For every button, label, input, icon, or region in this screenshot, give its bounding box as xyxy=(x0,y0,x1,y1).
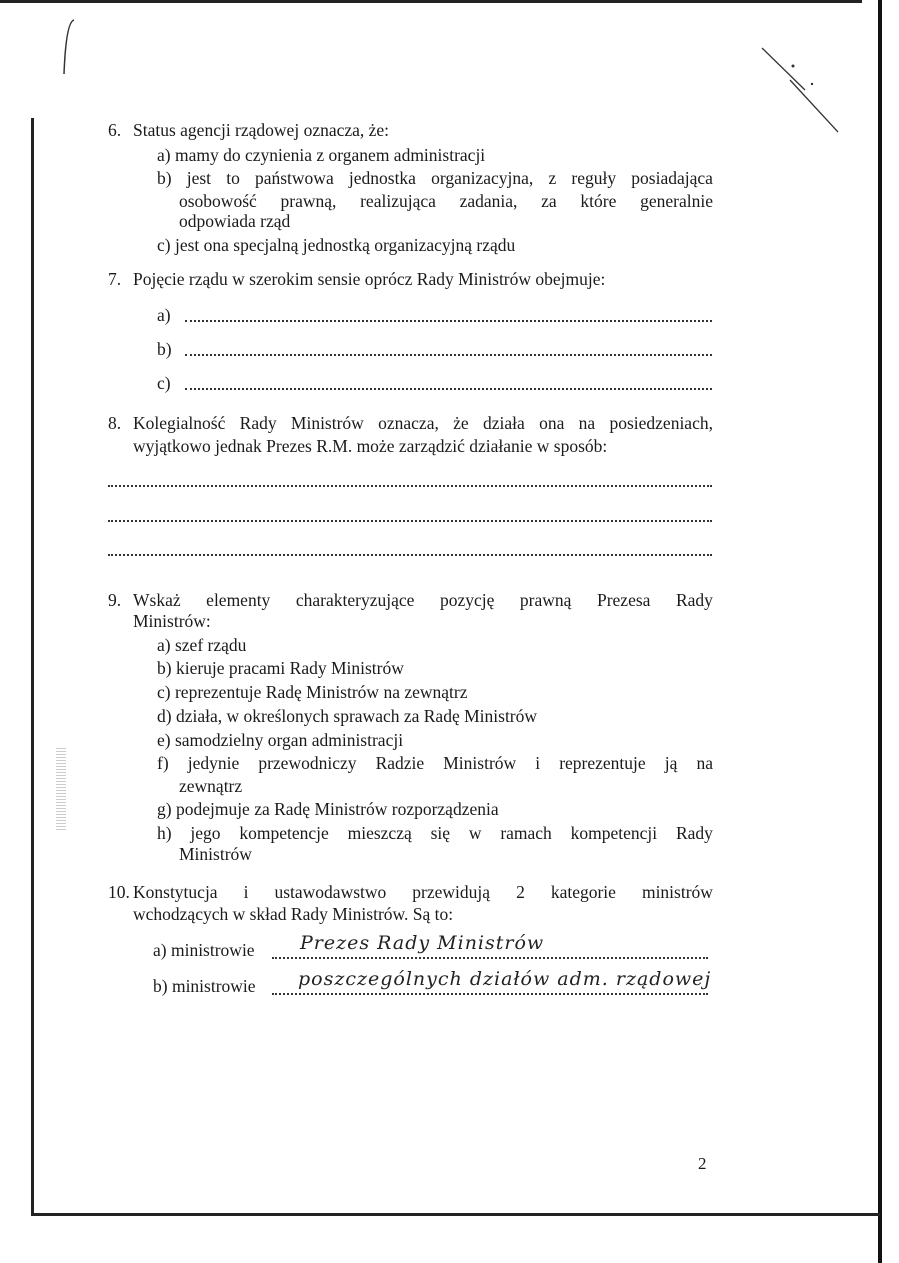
option-b: b) kieruje pracami Rady Ministrów xyxy=(157,658,404,678)
answer-c-blank xyxy=(185,388,712,390)
answer-a-blank xyxy=(272,957,708,959)
option-f-line2: zewnątrz xyxy=(179,776,243,796)
question-text: Status agencji rządowej oznacza, że: xyxy=(133,120,390,140)
option-b-line1: b) jest to państwowa jednostka organizacyjna, z reguły posiadająca xyxy=(157,168,713,188)
answer-a-blank xyxy=(185,320,712,322)
option-a: a) szef rządu xyxy=(157,635,247,655)
answer-a-label: a) ministrowie xyxy=(153,940,255,960)
option-c: c) jest ona specjalną jednostką organizacyjną rządu xyxy=(157,235,516,255)
answer-b-label: b) ministrowie xyxy=(153,976,256,996)
page-number: 2 xyxy=(698,1154,707,1173)
answer-blank xyxy=(108,485,712,487)
answer-blank xyxy=(108,520,712,522)
option-a: a) mamy do czynienia z organem administracji xyxy=(157,145,486,165)
option-h-line2: Ministrów xyxy=(179,844,252,864)
answer-a-label: a) xyxy=(157,305,171,325)
question-number: 6. xyxy=(108,120,122,140)
answer-c-label: c) xyxy=(157,373,171,393)
scan-edge-right xyxy=(878,0,882,1263)
question-text-line2: Ministrów: xyxy=(133,611,211,631)
option-b-line3: odpowiada rząd xyxy=(179,211,291,231)
scan-edge-left xyxy=(31,118,34,1213)
option-d: d) działa, w określonych sprawach za Radę Ministrów xyxy=(157,706,538,726)
question-text-line1: Konstytucja i ustawodawstwo przewidują 2 kategorie ministrów xyxy=(133,882,713,902)
answer-b-label: b) xyxy=(157,339,172,359)
scan-edge-bottom xyxy=(31,1213,880,1216)
option-e: e) samodzielny organ administracji xyxy=(157,730,404,750)
handwritten-answer-b: poszczególnych działów adm. rządowej xyxy=(298,968,712,990)
scan-mark-top-right xyxy=(760,40,840,135)
option-h-line1: h) jego kompetencje mieszczą się w ramach kompetencji Rady xyxy=(157,823,713,843)
handwritten-answer-a: Prezes Rady Ministrów xyxy=(300,932,545,954)
option-c: c) reprezentuje Radę Ministrów na zewnątrz xyxy=(157,682,468,702)
question-number: 9. xyxy=(108,590,122,610)
question-text-line2: wyjątkowo jednak Prezes R.M. może zarządzić działanie w sposób: xyxy=(133,436,608,456)
question-number: 8. xyxy=(108,413,122,433)
answer-b-blank xyxy=(185,354,712,356)
question-number: 10. xyxy=(108,882,130,902)
option-f-line1: f) jedynie przewodniczy Radzie Ministrów i reprezentuje ją na xyxy=(157,753,713,773)
question-text-line2: wchodzących w skład Rady Ministrów. Są to: xyxy=(133,904,454,924)
option-b-line2: osobowość prawną, realizująca zadania, za które generalnie xyxy=(179,191,713,211)
scan-noise xyxy=(56,748,66,830)
answer-b-blank xyxy=(272,993,708,995)
answer-blank xyxy=(108,554,712,556)
scan-mark-top-left xyxy=(60,18,76,76)
scan-edge-top xyxy=(0,0,862,3)
question-number: 7. xyxy=(108,269,122,289)
question-text-line1: Wskaż elementy charakteryzujące pozycję prawną Prezesa Rady xyxy=(133,590,713,610)
question-text: Pojęcie rządu w szerokim sensie oprócz Rady Ministrów obejmuje: xyxy=(133,269,606,289)
option-g: g) podejmuje za Radę Ministrów rozporządzenia xyxy=(157,799,499,819)
question-text-line1: Kolegialność Rady Ministrów oznacza, że działa ona na posiedzeniach, xyxy=(133,413,713,433)
